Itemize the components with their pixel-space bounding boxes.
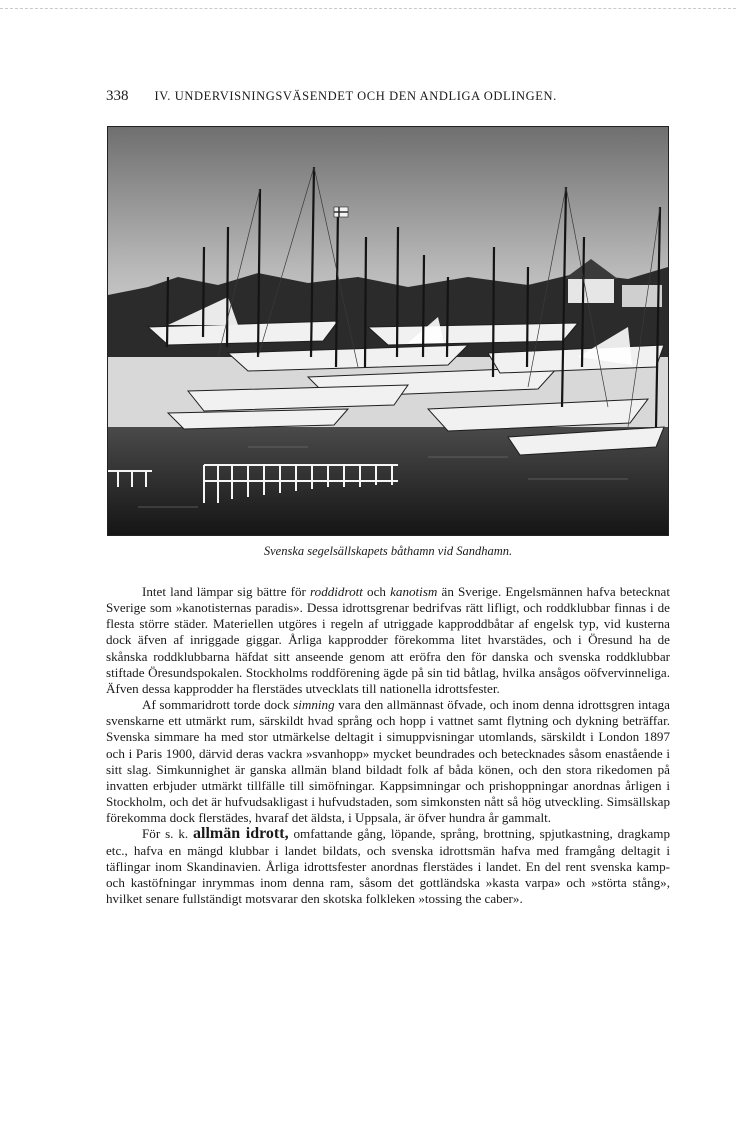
running-title: IV. UNDERVISNINGSVÄSENDET OCH DEN ANDLIGA ODLINGEN. (154, 89, 557, 103)
text-run: omfattande gång, löpande, språng, brottning, spjutkastning, dragkamp etc., hafva en mängd klubbar i landet bildats, och svenska idrottsmän hafva med framgång deltagit i täflingar inom Skandinavien. Årliga idrottsfester anordnas flerstädes i landet. En del rent svenska kamp- och kastöfningar inrymmas inom denna ram, såsom det gottländska »kasta varpa» och »störta stång», hvilket senare fullständigt motsvarar den skotska folkleken »tossing the caber». (106, 826, 671, 906)
paragraph-swimming (106, 697, 670, 826)
text-run: än Sverige. Engelsmännen hafva betecknat Sverige som »kanotisternas paradis». Dessa idrottsgrenar bedrifvas rätt lifligt, och roddklubbar finnas i de flesta större städer. Materiellen utgöres i regeln af utriggade kapproddbåtar af engelsk typ, vid kusterna dock äfven af inriggade giggar. Årliga kapprodder förekomma litet hvarstädes, och i Öresund ha de skånska roddklubbarna häfdat sitt anseende genom att eröfra den för danska och svenska roddklubbar stiftade Öresundspokalen. Stockholms roddförening ägde på sin tid båtlag, hvilka ansågos oöfvervinneliga. Äfven dessa kapprodder ha flerstädes utvecklats till nationella idrottsfester. (106, 584, 670, 696)
running-header (106, 88, 670, 105)
harbor-photograph-icon (107, 126, 669, 536)
text-run: simning (293, 697, 335, 713)
page-number: 338 (106, 88, 129, 104)
text-run: vara den allmännast öfvade, och inom denna idrottsgren intaga svenskarne ett utmärkt rum, särskildt hvad språng och hopp i vattnet samt flytning och dykning beträffar. Svenska simmare ha med stor utmärkelse deltagit i simuppvisningar utomlands, särskildt i London 1897 och i Paris 1900, därvid deras vackra »svanhopp» mycket beundrades och betecknades såsom enastående i sitt slag. Simkunnighet är ganska allmän bland bildadt folk af båda könen, och den stora rikedomen på invatten erbjuder utmärkt tillfälle till simöfningar. Kappsimningar och prishoppningar anordnas årligen i Stockholm, och det är hufvudsakligast i hufvudstaden, som simkonsten nått så hög utveckling. Simsällskap förekomma dock flerstädes, hvaraf det äldsta, i Uppsala, är öfver hundra år gammalt. (106, 697, 670, 826)
paragraph-athletics (106, 826, 670, 907)
text-run: allmän idrott, (193, 825, 289, 843)
figure-caption: Svenska segelsällskapets båthamn vid Sandhamn. (263, 544, 513, 558)
text-run: roddidrott (310, 584, 363, 599)
text-run: För s. k. (142, 826, 194, 842)
text-run: Af sommaridrott torde dock (142, 697, 294, 713)
text-run: Intet land lämpar sig bättre för (142, 584, 311, 599)
text-run: kanotism (390, 584, 438, 599)
photo-illustration (108, 127, 668, 535)
page-top-rule (0, 8, 736, 9)
body-text (106, 584, 670, 907)
paragraph-rowing (106, 584, 670, 697)
text-run: och (362, 584, 391, 599)
